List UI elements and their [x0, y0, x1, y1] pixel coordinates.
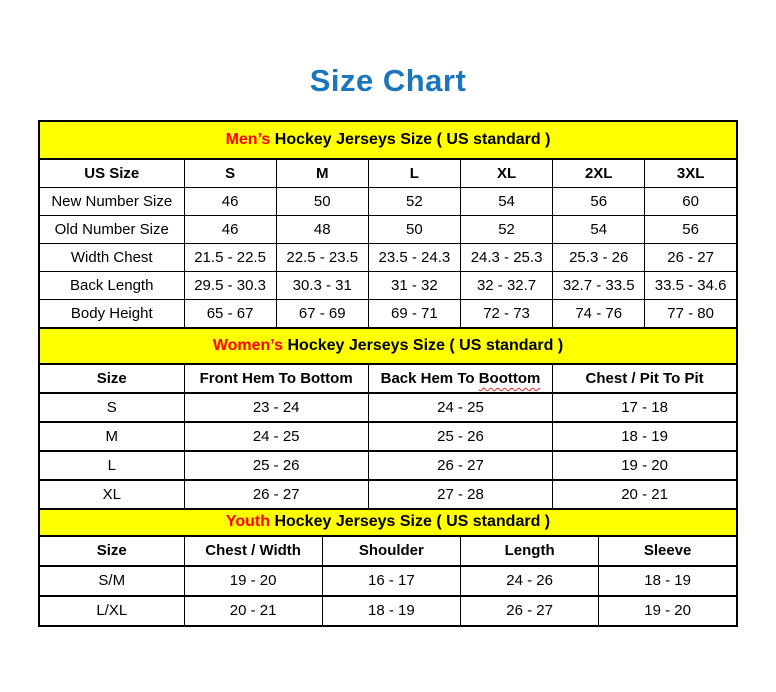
heading-highlight: Youth — [225, 513, 270, 531]
column-header-label: US Size — [84, 164, 140, 182]
column-header — [184, 159, 276, 188]
column-header — [645, 159, 737, 188]
size-value-cell: 56 — [645, 215, 737, 243]
column-header-label: Back Hem To — [380, 369, 479, 387]
size-value-cell: 72 - 73 — [460, 299, 552, 328]
column-header-label: L — [409, 164, 419, 182]
column-header — [276, 159, 368, 188]
size-value-cell: 20 - 21 — [184, 596, 322, 626]
row-label: Width Chest — [39, 243, 184, 271]
size-value-cell: 46 — [184, 187, 276, 215]
size-value-cell: 50 — [368, 215, 460, 243]
size-value-cell: 56 — [553, 187, 645, 215]
column-header-label: 3XL — [676, 164, 705, 182]
size-value-cell: 54 — [460, 187, 552, 215]
size-value-cell: 24 - 25 — [368, 393, 552, 422]
size-value-cell: 26 - 27 — [184, 480, 368, 509]
size-value-cell: 26 - 27 — [461, 596, 599, 626]
size-value-cell: 48 — [276, 215, 368, 243]
size-value-cell: 50 — [276, 187, 368, 215]
women-size-table — [38, 363, 738, 510]
column-header-label: Chest / Width — [205, 542, 301, 560]
column-header-label: Front Hem To Bottom — [199, 369, 353, 387]
row-label: L — [39, 451, 184, 480]
size-value-cell: 30.3 - 31 — [276, 271, 368, 299]
size-value-cell: 67 - 69 — [276, 299, 368, 328]
womens-table-container — [38, 363, 738, 510]
size-value-cell: 19 - 20 — [184, 566, 322, 596]
size-value-cell: 25 - 26 — [368, 422, 552, 451]
table-row — [39, 393, 737, 422]
size-value-cell: 18 - 19 — [322, 596, 460, 626]
table-row — [39, 187, 737, 215]
size-value-cell: 77 - 80 — [645, 299, 737, 328]
size-value-cell: 69 - 71 — [368, 299, 460, 328]
heading-highlight: Men’s — [225, 130, 271, 148]
column-header — [39, 536, 184, 566]
column-header-label: Size — [96, 369, 127, 387]
womens-section-heading — [38, 327, 738, 365]
row-label: L/XL — [39, 596, 184, 626]
size-value-cell: 29.5 - 30.3 — [184, 271, 276, 299]
row-label: New Number Size — [39, 187, 184, 215]
table-row — [39, 422, 737, 451]
size-value-cell: 21.5 - 22.5 — [184, 243, 276, 271]
table-row — [39, 215, 737, 243]
page-title: Size Chart — [309, 63, 467, 98]
size-value-cell: 24 - 25 — [184, 422, 368, 451]
column-header — [39, 364, 184, 393]
heading-text: Hockey Jerseys Size ( US standard ) — [270, 130, 551, 148]
column-header — [184, 536, 322, 566]
column-header-label: Size — [96, 542, 127, 560]
table-row — [39, 299, 737, 328]
column-header — [368, 159, 460, 188]
mens-table-container — [38, 158, 738, 329]
size-value-cell: 32 - 32.7 — [460, 271, 552, 299]
column-header — [553, 159, 645, 188]
row-label: Body Height — [39, 299, 184, 328]
table-row — [39, 566, 737, 596]
size-value-cell: 16 - 17 — [322, 566, 460, 596]
header-row — [39, 536, 737, 566]
youth-size-table — [38, 535, 738, 627]
mens-section-heading — [38, 120, 738, 160]
header-row — [39, 364, 737, 393]
size-value-cell: 18 - 19 — [553, 422, 737, 451]
heading-text: Hockey Jerseys Size ( US standard ) — [270, 513, 551, 531]
size-value-cell: 24 - 26 — [461, 566, 599, 596]
size-value-cell: 33.5 - 34.6 — [645, 271, 737, 299]
size-value-cell: 26 - 27 — [368, 451, 552, 480]
size-value-cell: 54 — [553, 215, 645, 243]
misspelled-word: Boottom — [478, 369, 541, 387]
size-value-cell: 32.7 - 33.5 — [553, 271, 645, 299]
column-header-label: Length — [504, 542, 555, 560]
row-label: XL — [39, 480, 184, 509]
column-header-label: Chest / Pit To Pit — [585, 369, 704, 387]
column-header-label: S — [225, 164, 236, 182]
youth-section-heading — [38, 508, 738, 537]
table-row — [39, 243, 737, 271]
heading-text: Hockey Jerseys Size ( US standard ) — [283, 336, 564, 354]
column-header-label: 2XL — [584, 164, 613, 182]
size-value-cell: 52 — [460, 215, 552, 243]
column-header-label: Shoulder — [358, 542, 424, 560]
size-value-cell: 60 — [645, 187, 737, 215]
column-header-label: M — [315, 164, 329, 182]
table-row — [39, 451, 737, 480]
heading-highlight: Women’s — [212, 336, 284, 354]
column-header — [460, 159, 552, 188]
size-value-cell: 19 - 20 — [553, 451, 737, 480]
youth-table-container — [38, 535, 738, 627]
size-value-cell: 74 - 76 — [553, 299, 645, 328]
row-label: S — [39, 393, 184, 422]
row-label: S/M — [39, 566, 184, 596]
column-header — [368, 364, 552, 393]
size-value-cell: 23.5 - 24.3 — [368, 243, 460, 271]
table-row — [39, 271, 737, 299]
size-value-cell: 18 - 19 — [599, 566, 737, 596]
size-chart — [38, 120, 738, 627]
table-row — [39, 480, 737, 509]
column-header — [322, 536, 460, 566]
size-value-cell: 31 - 32 — [368, 271, 460, 299]
size-value-cell: 19 - 20 — [599, 596, 737, 626]
column-header-label: XL — [496, 164, 517, 182]
column-header — [39, 159, 184, 188]
table-row — [39, 596, 737, 626]
size-value-cell: 23 - 24 — [184, 393, 368, 422]
column-header — [461, 536, 599, 566]
size-value-cell: 22.5 - 23.5 — [276, 243, 368, 271]
size-value-cell: 24.3 - 25.3 — [460, 243, 552, 271]
row-label: Back Length — [39, 271, 184, 299]
size-value-cell: 46 — [184, 215, 276, 243]
size-value-cell: 65 - 67 — [184, 299, 276, 328]
row-label: M — [39, 422, 184, 451]
size-value-cell: 20 - 21 — [553, 480, 737, 509]
column-header — [184, 364, 368, 393]
size-value-cell: 17 - 18 — [553, 393, 737, 422]
size-value-cell: 27 - 28 — [368, 480, 552, 509]
size-value-cell: 26 - 27 — [645, 243, 737, 271]
size-value-cell: 52 — [368, 187, 460, 215]
men-size-table — [38, 158, 738, 329]
column-header — [599, 536, 737, 566]
header-row — [39, 159, 737, 188]
size-value-cell: 25 - 26 — [184, 451, 368, 480]
column-header — [553, 364, 737, 393]
size-value-cell: 25.3 - 26 — [553, 243, 645, 271]
column-header-label: Sleeve — [643, 542, 692, 560]
row-label: Old Number Size — [39, 215, 184, 243]
